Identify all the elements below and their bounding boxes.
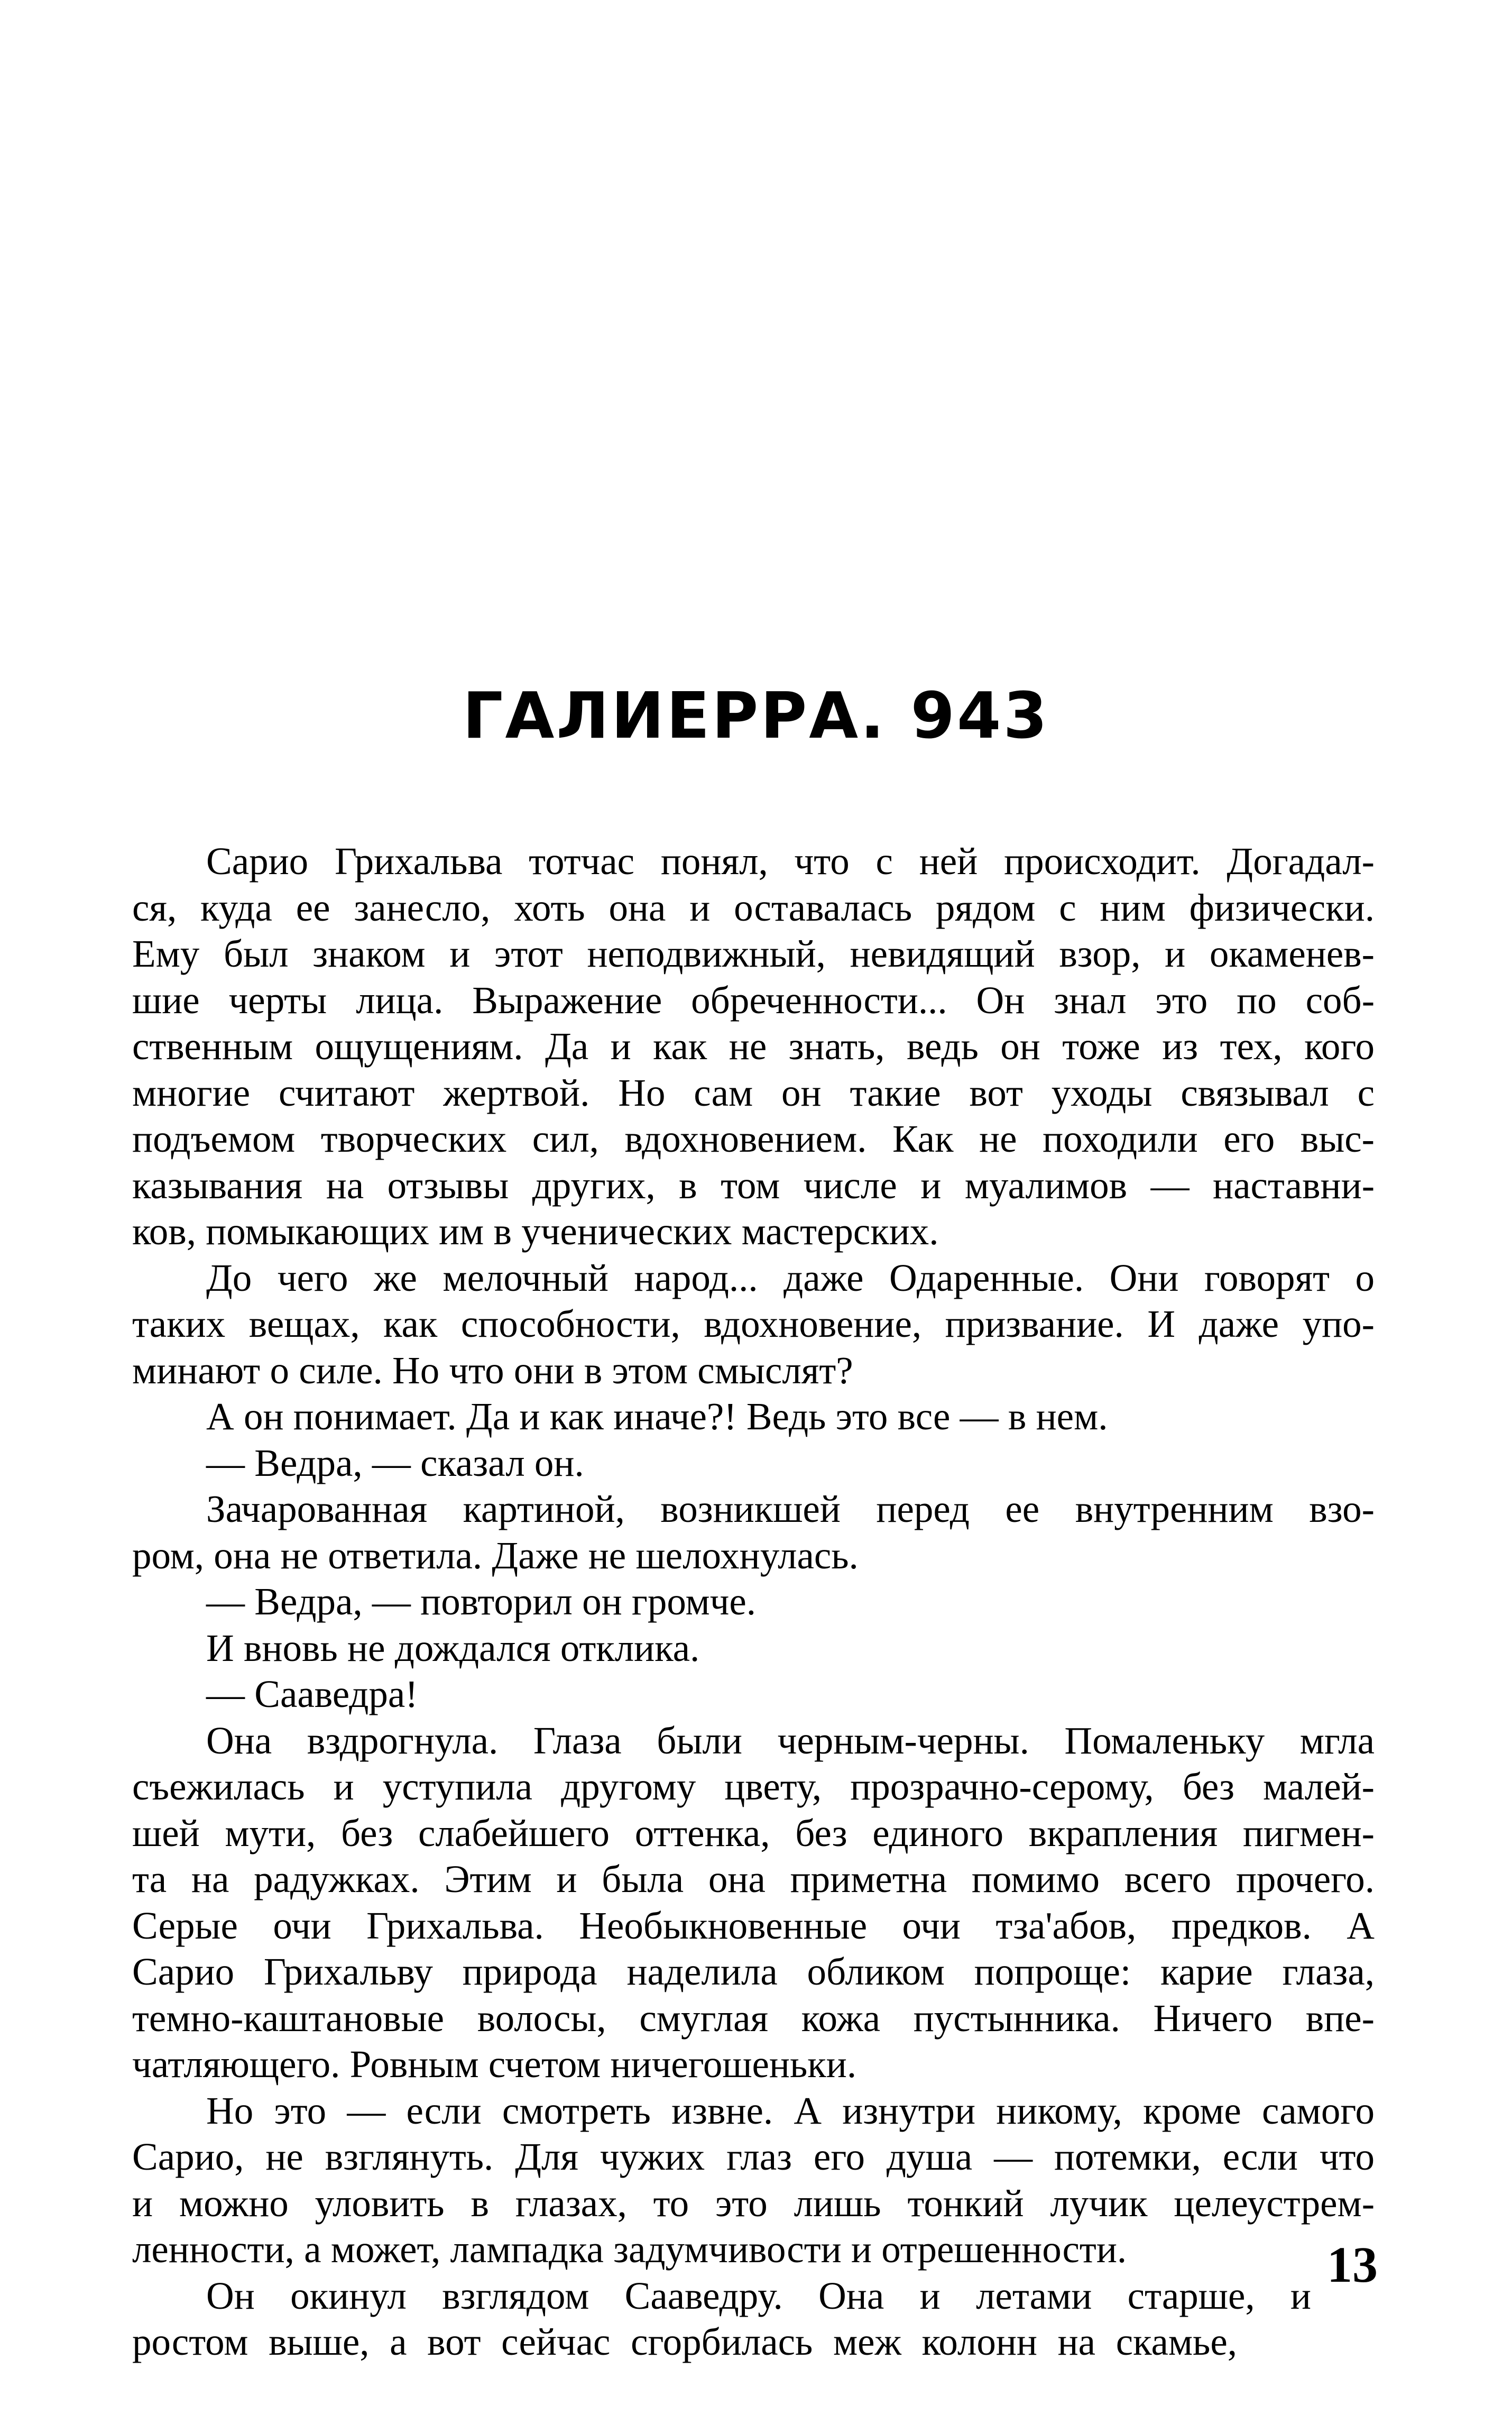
- text-line: ростом выше, а вот сейчас сгорбилась меж колонн на скамье,: [132, 2320, 1237, 2363]
- text-line: Сарио, не взглянуть. Для чужих глаз его душа — потемки, если что: [132, 2135, 1375, 2178]
- text-line: ленности, а может, лампадка задумчивости и отрешенности.: [132, 2228, 1127, 2271]
- text-line: ся, куда ее занесло, хоть она и оставалась рядом с ним физически.: [132, 886, 1375, 929]
- text-line: Ему был знаком и этот неподвижный, невидящий взор, и окаменев-: [132, 932, 1375, 975]
- text-line: Он окинул взглядом Сааведру. Она и летами старше, и: [206, 2274, 1311, 2317]
- text-line: Она вздрогнула. Глаза были черным-черны. Помаленьку мгла: [206, 1719, 1375, 1762]
- text-line: подъемом творческих сил, вдохновением. Как не походили его выс-: [132, 1117, 1375, 1160]
- text-line: — Сааведра!: [206, 1673, 418, 1715]
- page-number: 13: [1327, 2236, 1378, 2293]
- text-line: та на радужках. Этим и была она приметна помимо всего прочего.: [132, 1858, 1375, 1900]
- text-line: шей мути, без слабейшего оттенка, без единого вкрапления пигмен-: [132, 1811, 1375, 1854]
- text-line: Сарио Грихальва тотчас понял, что с ней происходит. Догадал-: [206, 840, 1375, 883]
- text-line: — Ведра, — повторил он громче.: [206, 1580, 757, 1623]
- body-text: [132, 838, 1375, 2365]
- text-line: многие считают жертвой. Но сам он такие вот уходы связывал с: [132, 1071, 1375, 1114]
- text-line: Зачарованная картиной, возникшей перед ее внутренним взо-: [206, 1488, 1375, 1530]
- text-line: Серые очи Грихальва. Необыкновенные очи тза'абов, предков. А: [132, 1904, 1375, 1947]
- text-line: и можно уловить в глазах, то это лишь тонкий лучик целеустрем-: [132, 2181, 1375, 2225]
- text-line: съежилась и уступила другому цвету, прозрачно-серому, без малей-: [132, 1765, 1375, 1808]
- text-line: чатляющего. Ровным счетом ничегошеньки.: [132, 2043, 857, 2086]
- text-line: ков, помыкающих им в ученических мастерских.: [132, 1210, 939, 1253]
- text-line: — Ведра, — сказал он.: [206, 1441, 584, 1484]
- text-line: До чего же мелочный народ... даже Одаренные. Они говорят о: [206, 1256, 1375, 1299]
- text-line: ром, она не ответила. Даже не шелохнулась.: [132, 1534, 859, 1577]
- text-line: казывания на отзывы других, в том числе и муалимов — наставни-: [132, 1163, 1375, 1207]
- text-line: И вновь не дождался отклика.: [206, 1626, 700, 1669]
- text-line: А он понимает. Да и как иначе?! Ведь это все — в нем.: [206, 1395, 1108, 1438]
- text-line: Но это — если смотреть извне. А изнутри никому, кроме самого: [206, 2089, 1375, 2132]
- text-line: шие черты лица. Выражение обреченности... Он знал это по соб-: [132, 978, 1375, 1022]
- text-line: таких вещах, как способности, вдохновение, призвание. И даже упо-: [132, 1302, 1375, 1345]
- text-line: ственным ощущениям. Да и как не знать, ведь он тоже из тех, кого: [132, 1025, 1375, 1068]
- chapter-title: ГАЛИЕРРА. 943: [462, 680, 1050, 753]
- text-line: минают о силе. Но что они в этом смыслят?: [132, 1348, 853, 1392]
- text-line: темно-каштановые волосы, смуглая кожа пустынника. Ничего впе-: [132, 1996, 1375, 2040]
- text-line: Сарио Грихальву природа наделила обликом попроще: карие глаза,: [132, 1950, 1375, 1993]
